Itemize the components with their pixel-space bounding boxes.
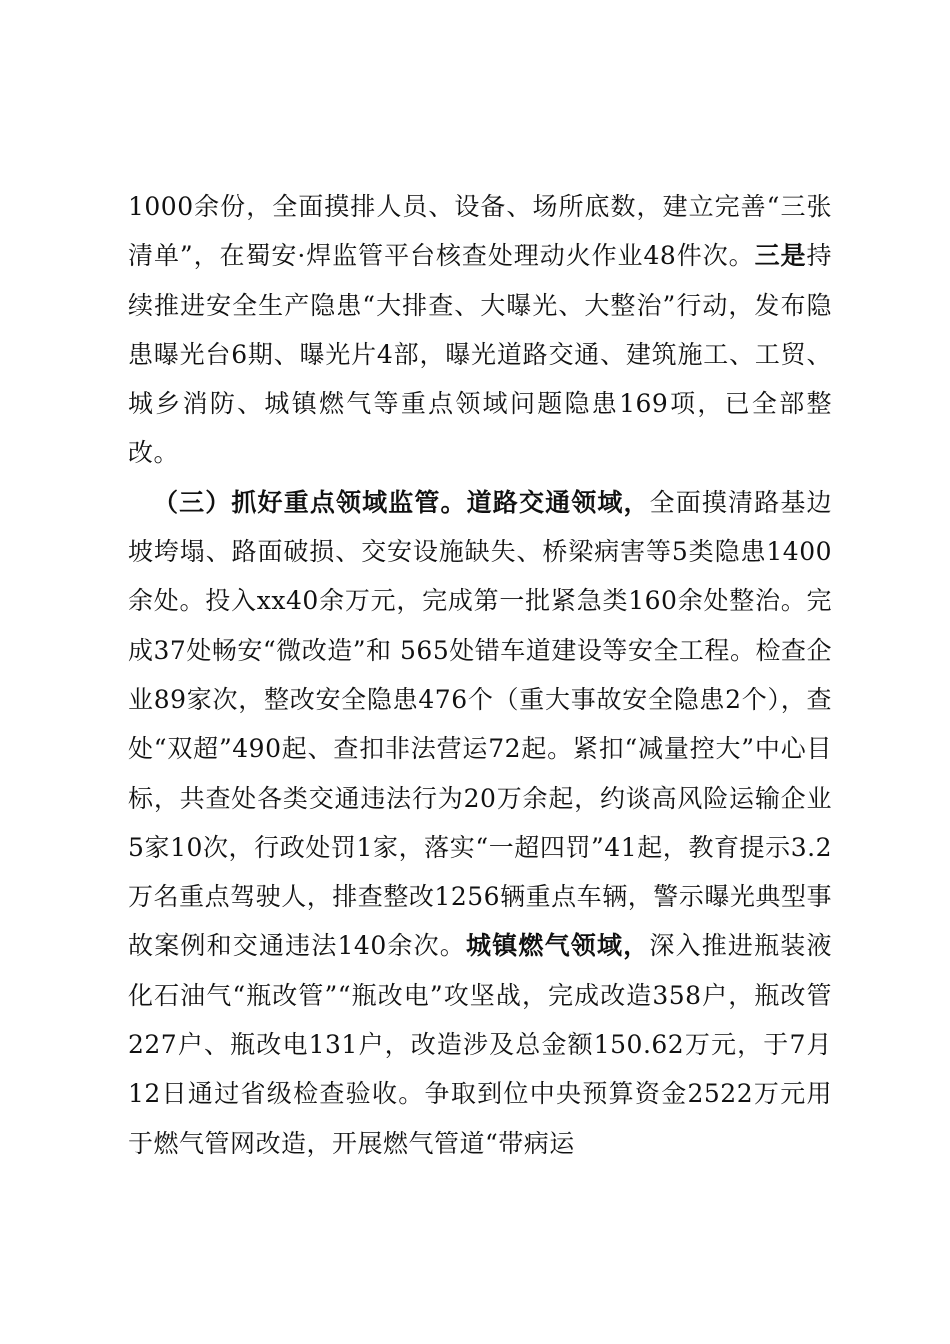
bold-marker-urban-gas: 城镇燃气领域， [466,931,650,961]
paragraph-hidden-danger-exposure [128,182,832,478]
paragraph-text: 全面摸清路基边坡垮塌、路面破损、交安设施缺失、桥梁病害等5类隐患1400余处。投入xx40余万元，完成第一批紧急类160余处整治。完成37处畅安“微改造”和 565处错车道建设等安全工程。检查企业89家次，整改安全隐患476个（重大事故安全隐患2个），查处“双超”490起、查扣非法营运72起。紧扣“减量控大”中心目标，共查处各类交通违法行为20万余起，约谈高风险运输企业5家10次，行政处罚1家，落实“一超四罚”41起，教育提示3.2万名重点驾驶人，排查整改1256辆重点车辆，警示曝光典型事故案例和交通违法140余次。 [128,487,832,961]
document-body [128,182,832,1168]
bold-marker-third: 三是 [754,241,807,271]
paragraph-text: 1000余份，全面摸排人员、设备、场所底数，建立完善“三张清单”，在蜀安·焊监管平台核查处理动火作业48件次。 [128,192,832,271]
paragraph-text: 持续推进安全生产隐患“大排查、大曝光、大整治”行动，发布隐患曝光台6期、曝光片4部，曝光道路交通、建筑施工、工贸、城乡消防、城镇燃气等重点领域问题隐患169项，已全部整改。 [128,241,832,468]
paragraph-text: 深入推进瓶装液化石油气“瓶改管”“瓶改电”攻坚战，完成改造358户，瓶改管227户、瓶改电131户，改造涉及总金额150.62万元，于7月12日通过省级检查验收。争取到位中央预算资金2522万元用于燃气管网改造，开展燃气管道“带病运 [128,931,832,1158]
paragraph-key-areas [128,478,832,1168]
section-heading: （三）抓好重点领域监管。 [153,487,467,517]
bold-marker-road-traffic: 道路交通领域， [466,487,650,517]
